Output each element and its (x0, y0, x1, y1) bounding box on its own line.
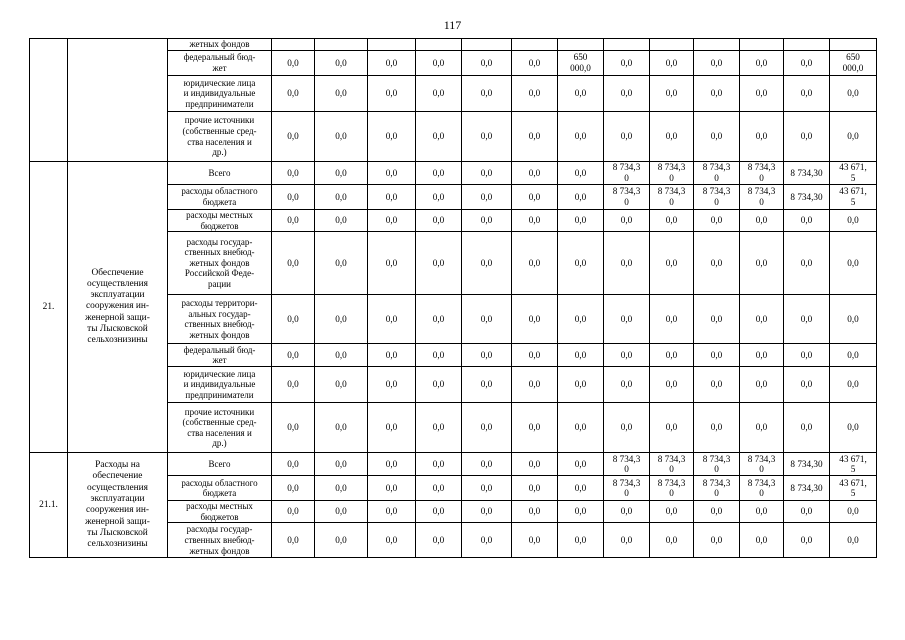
amount-cell: 8 734,3 0 (650, 453, 694, 476)
funding-source-cell: федеральный бюд- жет (168, 51, 272, 76)
amount-cell: 0,0 (694, 112, 740, 162)
amount-cell: 0,0 (416, 476, 462, 501)
amount-cell: 0,0 (694, 403, 740, 453)
amount-cell: 0,0 (462, 453, 512, 476)
amount-cell: 43 671, 5 (830, 185, 877, 210)
amount-cell: 0,0 (272, 295, 315, 344)
funding-source-cell: юридические лица и индивидуальные предприниматели (168, 367, 272, 403)
amount-cell: 43 671, 5 (830, 162, 877, 185)
table-row (30, 162, 877, 185)
amount-cell: 0,0 (512, 367, 558, 403)
amount-cell: 0,0 (462, 344, 512, 367)
amount-cell: 0,0 (416, 210, 462, 232)
amount-cell: 8 734,30 (784, 453, 830, 476)
budget-table (29, 38, 877, 558)
amount-cell: 0,0 (694, 210, 740, 232)
amount-cell: 0,0 (416, 76, 462, 112)
amount-cell: 0,0 (512, 232, 558, 295)
table-row (30, 453, 877, 476)
amount-cell: 0,0 (740, 501, 784, 523)
amount-cell: 0,0 (512, 76, 558, 112)
amount-cell: 0,0 (512, 501, 558, 523)
amount-cell: 0,0 (740, 76, 784, 112)
funding-source-cell: расходы областного бюджета (168, 185, 272, 210)
amount-cell: 8 734,3 0 (694, 185, 740, 210)
amount-cell: 0,0 (694, 51, 740, 76)
amount-cell: 0,0 (315, 476, 368, 501)
amount-cell: 0,0 (512, 295, 558, 344)
amount-cell: 0,0 (740, 112, 784, 162)
amount-cell (416, 39, 462, 51)
amount-cell (740, 39, 784, 51)
amount-cell: 0,0 (558, 76, 604, 112)
amount-cell: 0,0 (512, 185, 558, 210)
amount-cell: 0,0 (462, 210, 512, 232)
amount-cell: 0,0 (740, 51, 784, 76)
funding-source-cell: расходы государ- ственных внебюд- жетных фондов Российской Феде- рации (168, 232, 272, 295)
amount-cell: 0,0 (416, 523, 462, 558)
amount-cell: 0,0 (558, 453, 604, 476)
funding-source-cell: юридические лица и индивидуальные предприниматели (168, 76, 272, 112)
amount-cell: 0,0 (558, 403, 604, 453)
amount-cell: 0,0 (784, 344, 830, 367)
amount-cell: 0,0 (416, 344, 462, 367)
amount-cell: 8 734,3 0 (604, 185, 650, 210)
amount-cell: 0,0 (272, 232, 315, 295)
amount-cell: 43 671, 5 (830, 476, 877, 501)
amount-cell: 8 734,30 (784, 476, 830, 501)
amount-cell: 0,0 (272, 344, 315, 367)
amount-cell: 0,0 (462, 367, 512, 403)
amount-cell: 0,0 (512, 476, 558, 501)
amount-cell: 0,0 (784, 210, 830, 232)
amount-cell: 0,0 (416, 162, 462, 185)
amount-cell: 8 734,3 0 (650, 185, 694, 210)
budget-table-body (30, 39, 877, 558)
funding-source-cell: прочие источники (собственные сред- ства населения и др.) (168, 112, 272, 162)
amount-cell: 0,0 (650, 51, 694, 76)
amount-cell: 0,0 (462, 76, 512, 112)
amount-cell: 0,0 (784, 523, 830, 558)
amount-cell: 0,0 (694, 523, 740, 558)
amount-cell: 0,0 (368, 403, 416, 453)
amount-cell: 0,0 (694, 76, 740, 112)
amount-cell: 0,0 (784, 295, 830, 344)
amount-cell: 0,0 (272, 76, 315, 112)
amount-cell: 0,0 (558, 367, 604, 403)
amount-cell: 0,0 (416, 403, 462, 453)
amount-cell: 0,0 (315, 76, 368, 112)
amount-cell: 0,0 (558, 112, 604, 162)
amount-cell: 0,0 (694, 344, 740, 367)
amount-cell: 0,0 (558, 501, 604, 523)
funding-source-cell: расходы местных бюджетов (168, 501, 272, 523)
amount-cell: 0,0 (784, 403, 830, 453)
amount-cell: 0,0 (416, 185, 462, 210)
amount-cell: 0,0 (315, 210, 368, 232)
amount-cell: 0,0 (462, 51, 512, 76)
amount-cell: 0,0 (512, 112, 558, 162)
amount-cell: 0,0 (604, 295, 650, 344)
amount-cell: 0,0 (650, 295, 694, 344)
amount-cell: 8 734,3 0 (694, 162, 740, 185)
amount-cell (784, 39, 830, 51)
amount-cell: 0,0 (462, 295, 512, 344)
amount-cell: 0,0 (315, 162, 368, 185)
amount-cell: 0,0 (512, 344, 558, 367)
amount-cell: 0,0 (740, 344, 784, 367)
amount-cell: 0,0 (416, 295, 462, 344)
amount-cell: 0,0 (368, 295, 416, 344)
page-number: 117 (443, 18, 462, 32)
amount-cell: 0,0 (368, 367, 416, 403)
item-number-cell: 21.1. (30, 453, 68, 558)
amount-cell: 0,0 (650, 76, 694, 112)
amount-cell: 0,0 (272, 162, 315, 185)
amount-cell: 0,0 (368, 185, 416, 210)
amount-cell (558, 39, 604, 51)
amount-cell: 8 734,3 0 (740, 162, 784, 185)
amount-cell: 0,0 (740, 295, 784, 344)
amount-cell: 0,0 (784, 501, 830, 523)
amount-cell: 0,0 (272, 453, 315, 476)
amount-cell: 0,0 (272, 523, 315, 558)
amount-cell (272, 39, 315, 51)
amount-cell: 0,0 (650, 112, 694, 162)
amount-cell (694, 39, 740, 51)
amount-cell (315, 39, 368, 51)
amount-cell: 0,0 (558, 344, 604, 367)
amount-cell: 0,0 (368, 523, 416, 558)
amount-cell: 0,0 (604, 403, 650, 453)
amount-cell (368, 39, 416, 51)
amount-cell: 0,0 (462, 476, 512, 501)
amount-cell: 43 671, 5 (830, 453, 877, 476)
amount-cell: 0,0 (512, 51, 558, 76)
amount-cell: 8 734,3 0 (604, 162, 650, 185)
amount-cell: 0,0 (784, 112, 830, 162)
amount-cell: 0,0 (416, 51, 462, 76)
amount-cell: 0,0 (604, 112, 650, 162)
amount-cell: 0,0 (272, 210, 315, 232)
amount-cell: 0,0 (272, 367, 315, 403)
amount-cell: 0,0 (694, 367, 740, 403)
amount-cell: 0,0 (650, 232, 694, 295)
amount-cell: 0,0 (558, 210, 604, 232)
amount-cell: 0,0 (368, 344, 416, 367)
amount-cell: 0,0 (315, 295, 368, 344)
amount-cell: 0,0 (462, 185, 512, 210)
amount-cell: 0,0 (462, 112, 512, 162)
amount-cell: 0,0 (740, 232, 784, 295)
amount-cell: 0,0 (558, 523, 604, 558)
amount-cell: 0,0 (368, 501, 416, 523)
amount-cell: 0,0 (272, 51, 315, 76)
amount-cell: 0,0 (462, 501, 512, 523)
amount-cell: 0,0 (558, 185, 604, 210)
item-number-cell (30, 39, 68, 162)
table-row (30, 39, 877, 51)
amount-cell: 0,0 (604, 76, 650, 112)
funding-source-cell: прочие источники (собственные сред- ства населения и др.) (168, 403, 272, 453)
funding-source-cell: расходы местных бюджетов (168, 210, 272, 232)
amount-cell: 0,0 (315, 367, 368, 403)
amount-cell: 0,0 (315, 501, 368, 523)
amount-cell: 0,0 (368, 476, 416, 501)
amount-cell: 0,0 (315, 112, 368, 162)
amount-cell: 8 734,3 0 (694, 476, 740, 501)
amount-cell: 0,0 (830, 112, 877, 162)
amount-cell: 0,0 (830, 523, 877, 558)
amount-cell: 0,0 (694, 501, 740, 523)
amount-cell: 8 734,3 0 (694, 453, 740, 476)
amount-cell: 0,0 (604, 367, 650, 403)
amount-cell: 0,0 (694, 295, 740, 344)
amount-cell: 0,0 (830, 232, 877, 295)
amount-cell: 0,0 (315, 344, 368, 367)
amount-cell: 0,0 (740, 403, 784, 453)
amount-cell: 0,0 (558, 476, 604, 501)
funding-source-cell: расходы территори- альных государ- ственных внебюд- жетных фондов (168, 295, 272, 344)
amount-cell: 0,0 (315, 523, 368, 558)
amount-cell: 0,0 (650, 403, 694, 453)
amount-cell: 0,0 (368, 210, 416, 232)
amount-cell: 0,0 (315, 51, 368, 76)
amount-cell: 0,0 (416, 501, 462, 523)
amount-cell: 0,0 (830, 501, 877, 523)
amount-cell: 0,0 (558, 232, 604, 295)
item-title-cell: Расходы на обеспечение осуществления эксплуатации сооружения ин- женерной защи- ты Лысковской сельхознизины (68, 453, 168, 558)
funding-source-cell: федеральный бюд- жет (168, 344, 272, 367)
amount-cell: 0,0 (315, 403, 368, 453)
amount-cell: 0,0 (604, 523, 650, 558)
amount-cell: 0,0 (368, 112, 416, 162)
amount-cell: 0,0 (512, 523, 558, 558)
amount-cell: 8 734,3 0 (604, 453, 650, 476)
amount-cell: 0,0 (830, 403, 877, 453)
amount-cell (650, 39, 694, 51)
amount-cell: 0,0 (604, 344, 650, 367)
amount-cell: 0,0 (740, 523, 784, 558)
amount-cell: 0,0 (830, 367, 877, 403)
amount-cell: 8 734,3 0 (740, 185, 784, 210)
amount-cell: 0,0 (416, 453, 462, 476)
amount-cell: 0,0 (416, 367, 462, 403)
amount-cell: 0,0 (650, 523, 694, 558)
amount-cell: 0,0 (462, 403, 512, 453)
funding-source-cell: Всего (168, 162, 272, 185)
item-title-cell: Обеспечение осуществления эксплуатации сооружения ин- женерной защи- ты Лысковской сельхознизины (68, 162, 168, 453)
amount-cell: 0,0 (650, 344, 694, 367)
amount-cell: 0,0 (512, 403, 558, 453)
amount-cell: 0,0 (830, 76, 877, 112)
amount-cell: 0,0 (784, 76, 830, 112)
amount-cell (462, 39, 512, 51)
amount-cell: 0,0 (784, 367, 830, 403)
amount-cell (512, 39, 558, 51)
amount-cell: 0,0 (558, 295, 604, 344)
amount-cell: 0,0 (512, 162, 558, 185)
amount-cell: 0,0 (416, 232, 462, 295)
amount-cell: 0,0 (830, 210, 877, 232)
amount-cell: 0,0 (694, 232, 740, 295)
amount-cell: 0,0 (315, 453, 368, 476)
amount-cell: 650 000,0 (558, 51, 604, 76)
amount-cell: 0,0 (512, 210, 558, 232)
amount-cell: 0,0 (368, 162, 416, 185)
amount-cell: 0,0 (416, 112, 462, 162)
funding-source-cell: Всего (168, 453, 272, 476)
item-title-cell (68, 39, 168, 162)
amount-cell: 8 734,3 0 (740, 453, 784, 476)
amount-cell: 0,0 (604, 501, 650, 523)
amount-cell: 0,0 (368, 232, 416, 295)
amount-cell: 8 734,3 0 (650, 162, 694, 185)
amount-cell: 0,0 (272, 476, 315, 501)
item-number-cell: 21. (30, 162, 68, 453)
amount-cell: 8 734,3 0 (650, 476, 694, 501)
amount-cell: 650 000,0 (830, 51, 877, 76)
amount-cell: 0,0 (650, 501, 694, 523)
amount-cell: 0,0 (830, 344, 877, 367)
amount-cell: 0,0 (558, 162, 604, 185)
amount-cell: 0,0 (784, 51, 830, 76)
amount-cell: 0,0 (368, 453, 416, 476)
amount-cell: 0,0 (512, 453, 558, 476)
amount-cell: 0,0 (272, 112, 315, 162)
funding-source-cell: расходы областного бюджета (168, 476, 272, 501)
amount-cell: 0,0 (272, 403, 315, 453)
amount-cell: 0,0 (740, 210, 784, 232)
amount-cell: 0,0 (462, 232, 512, 295)
amount-cell: 0,0 (604, 51, 650, 76)
amount-cell: 8 734,30 (784, 185, 830, 210)
funding-source-cell: жетных фондов (168, 39, 272, 51)
amount-cell: 0,0 (650, 367, 694, 403)
amount-cell (830, 39, 877, 51)
amount-cell: 0,0 (368, 76, 416, 112)
amount-cell: 0,0 (462, 523, 512, 558)
amount-cell: 0,0 (315, 232, 368, 295)
amount-cell: 0,0 (784, 232, 830, 295)
amount-cell: 8 734,30 (784, 162, 830, 185)
amount-cell: 0,0 (830, 295, 877, 344)
amount-cell: 8 734,3 0 (740, 476, 784, 501)
amount-cell: 0,0 (462, 162, 512, 185)
amount-cell: 8 734,3 0 (604, 476, 650, 501)
amount-cell: 0,0 (604, 232, 650, 295)
amount-cell (604, 39, 650, 51)
amount-cell: 0,0 (604, 210, 650, 232)
amount-cell: 0,0 (650, 210, 694, 232)
funding-source-cell: расходы государ- ственных внебюд- жетных фондов (168, 523, 272, 558)
amount-cell: 0,0 (315, 185, 368, 210)
amount-cell: 0,0 (740, 367, 784, 403)
amount-cell: 0,0 (272, 185, 315, 210)
amount-cell: 0,0 (272, 501, 315, 523)
amount-cell: 0,0 (368, 51, 416, 76)
